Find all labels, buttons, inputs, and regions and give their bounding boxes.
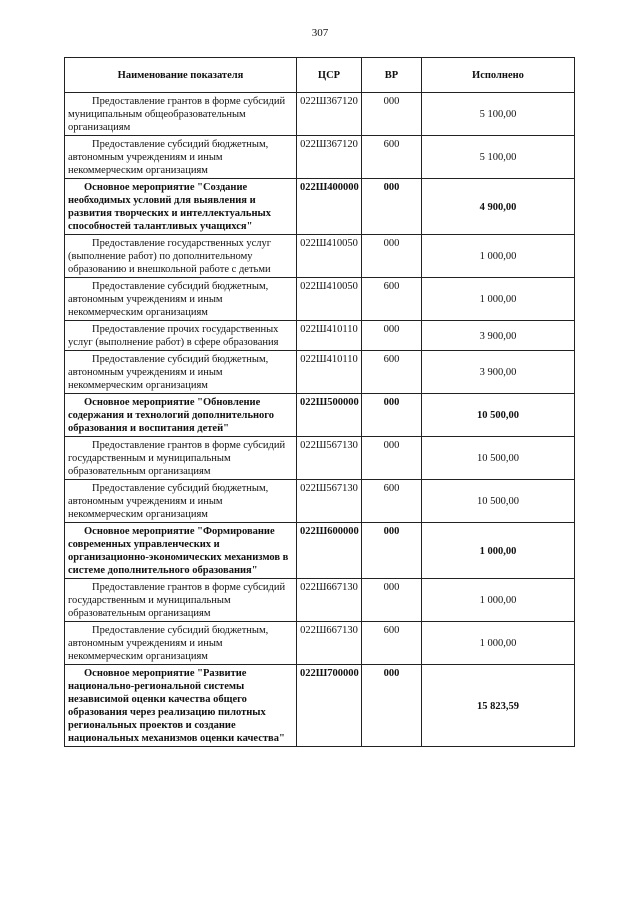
row-csr: 022Ш410050 (297, 235, 362, 278)
row-vr: 000 (362, 523, 422, 579)
row-executed: 4 900,00 (422, 179, 575, 235)
row-name: Предоставление грантов в форме субсидий государственным и муниципальным образовательным организациям (65, 579, 297, 622)
row-name: Предоставление государственных услуг (выполнение работ) по дополнительному образованию и внешкольной работе с детьми (65, 235, 297, 278)
table-row (65, 394, 575, 437)
row-executed: 15 823,59 (422, 665, 575, 747)
row-name: Предоставление субсидий бюджетным, автономным учреждениям и иным некоммерческим организациям (65, 136, 297, 179)
row-executed: 1 000,00 (422, 278, 575, 321)
row-name: Основное мероприятие "Создание необходимых условий для выявления и развития творческих и интеллектуальных способностей талантливых учащихся" (65, 179, 297, 235)
table-row (65, 235, 575, 278)
table-row (65, 622, 575, 665)
row-csr: 022Ш367120 (297, 93, 362, 136)
table-row (65, 136, 575, 179)
row-csr: 022Ш667130 (297, 622, 362, 665)
row-csr: 022Ш410050 (297, 278, 362, 321)
row-csr: 022Ш400000 (297, 179, 362, 235)
table-row (65, 93, 575, 136)
header-vr: ВР (362, 58, 422, 93)
table-row (65, 351, 575, 394)
row-csr: 022Ш667130 (297, 579, 362, 622)
row-executed: 1 000,00 (422, 235, 575, 278)
header-csr: ЦСР (297, 58, 362, 93)
row-executed: 10 500,00 (422, 394, 575, 437)
row-vr: 000 (362, 579, 422, 622)
header-name: Наименование показателя (65, 58, 297, 93)
row-executed: 1 000,00 (422, 622, 575, 665)
row-name: Предоставление субсидий бюджетным, автономным учреждениям и иным некоммерческим организациям (65, 480, 297, 523)
row-vr: 000 (362, 321, 422, 351)
table-row (65, 278, 575, 321)
row-name: Предоставление грантов в форме субсидий государственным и муниципальным образовательным организациям (65, 437, 297, 480)
row-name: Основное мероприятие "Формирование современных управленческих и организационно-экономических механизмов в системе дополнительного образования" (65, 523, 297, 579)
page-number: 307 (311, 27, 329, 39)
table-row (65, 480, 575, 523)
row-vr: 000 (362, 93, 422, 136)
row-csr: 022Ш567130 (297, 437, 362, 480)
table-body (65, 93, 575, 747)
row-name: Основное мероприятие "Развитие национально-региональной системы независимой оценки качества общего образования через реализацию пилотных региональных проектов и создание национальных механизмов оценки качества" (65, 665, 297, 747)
row-name: Предоставление субсидий бюджетным, автономным учреждениям и иным некоммерческим организациям (65, 278, 297, 321)
budget-table (64, 57, 575, 747)
table-row (65, 437, 575, 480)
row-executed: 10 500,00 (422, 480, 575, 523)
row-executed: 1 000,00 (422, 523, 575, 579)
row-vr: 600 (362, 622, 422, 665)
row-vr: 600 (362, 480, 422, 523)
row-csr: 022Ш367120 (297, 136, 362, 179)
table-header-row (65, 58, 575, 93)
row-executed: 3 900,00 (422, 351, 575, 394)
row-vr: 600 (362, 136, 422, 179)
row-executed: 1 000,00 (422, 579, 575, 622)
row-csr: 022Ш410110 (297, 321, 362, 351)
table-row (65, 665, 575, 747)
table-row (65, 321, 575, 351)
row-vr: 000 (362, 394, 422, 437)
table-row (65, 523, 575, 579)
row-csr: 022Ш567130 (297, 480, 362, 523)
row-vr: 000 (362, 179, 422, 235)
row-csr: 022Ш410110 (297, 351, 362, 394)
row-name: Основное мероприятие "Обновление содержания и технологий дополнительного образования и воспитания детей" (65, 394, 297, 437)
row-vr: 600 (362, 278, 422, 321)
row-executed: 5 100,00 (422, 93, 575, 136)
row-executed: 5 100,00 (422, 136, 575, 179)
row-vr: 600 (362, 351, 422, 394)
row-csr: 022Ш600000 (297, 523, 362, 579)
row-csr: 022Ш700000 (297, 665, 362, 747)
row-name: Предоставление грантов в форме субсидий муниципальным общеобразовательным организациям (65, 93, 297, 136)
row-vr: 000 (362, 235, 422, 278)
row-executed: 3 900,00 (422, 321, 575, 351)
table-row (65, 179, 575, 235)
row-name: Предоставление субсидий бюджетным, автономным учреждениям и иным некоммерческим организациям (65, 622, 297, 665)
row-csr: 022Ш500000 (297, 394, 362, 437)
row-name: Предоставление прочих государственных услуг (выполнение работ) в сфере образования (65, 321, 297, 351)
header-executed: Исполнено (422, 58, 575, 93)
row-vr: 000 (362, 437, 422, 480)
table-row (65, 579, 575, 622)
row-vr: 000 (362, 665, 422, 747)
row-name: Предоставление субсидий бюджетным, автономным учреждениям и иным некоммерческим организациям (65, 351, 297, 394)
row-executed: 10 500,00 (422, 437, 575, 480)
